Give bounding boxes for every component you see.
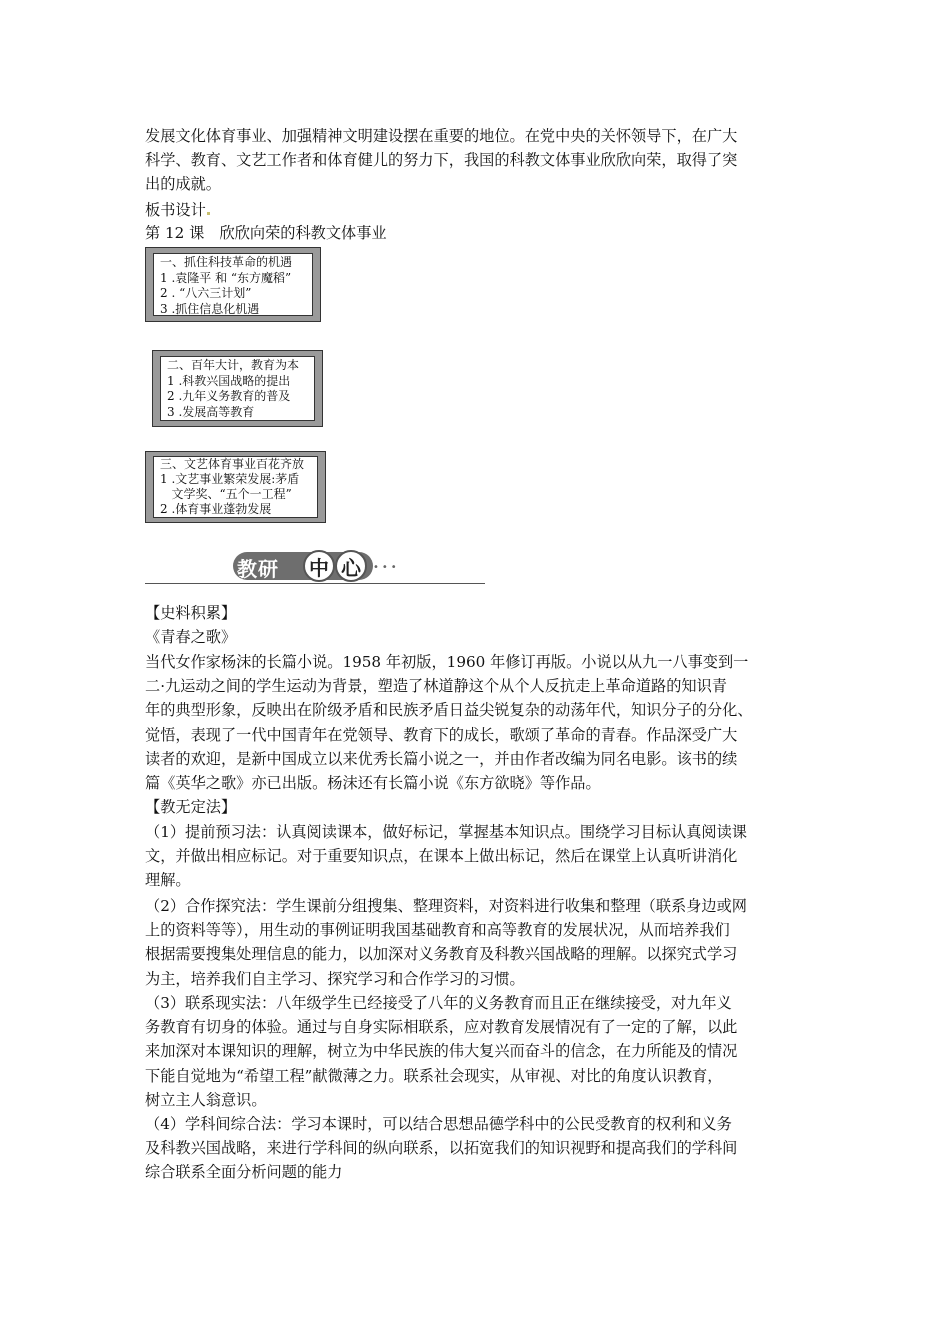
banner-text-xin: 心: [341, 556, 361, 580]
box-line: 文学奖、“五个一工程”: [160, 487, 292, 501]
method-line: 务教育有切身的体验。通过与自身实际相联系，应对教育发展情况有了一定的了解，以此: [145, 1018, 738, 1037]
method-line: 上的资料等等），用生动的事例证明我国基础教育和高等教育的发展状况，从而培养我们: [145, 921, 730, 940]
method-line: 树立主人翁意识。: [145, 1090, 267, 1109]
intro-line: 科学、教育、文艺工作者和体育健儿的努力下，我国的科教文体事业欣欣向荣，取得了突: [145, 151, 738, 170]
box-line: 2 . “八六三计划”: [160, 286, 252, 300]
method-line: （1）提前预习法：认真阅读课本，做好标记，掌握基本知识点。围绕学习目标认真阅读课: [145, 823, 747, 841]
board-box-2: [152, 350, 323, 427]
banner-dots: •••: [373, 562, 400, 573]
board-box-3: [145, 451, 326, 523]
history-line: 当代女作家杨沫的长篇小说。1958 年初版，1960 年修订再版。小说以从九一八事变到一: [145, 653, 749, 671]
box-line: 一、抓住科技革命的机遇: [160, 255, 293, 269]
method-line: 下能自觉地为“希望工程”献微薄之力。联系社会现实，从审视、对比的角度认识教育，: [145, 1066, 723, 1085]
box-line: 2 .体育事业蓬勃发展: [160, 502, 272, 516]
intro-paragraph: [145, 124, 825, 197]
method-line: 文，并做出相应标记。对于重要知识点，在课本上做出标记，然后在课堂上认真听讲消化: [145, 847, 738, 866]
lesson-title: 第 12 课 欣欣向荣的科教文体事业: [145, 224, 387, 242]
method-line: （2）合作探究法：学生课前分组搜集、整理资料，对资料进行收集和整理（联系身边或网: [145, 897, 747, 915]
banner-text-zhong: 中: [309, 556, 329, 580]
method-line: 来加深对本课知识的理解，树立为中华民族的伟大复兴而奋斗的信念，在力所能及的情况: [145, 1042, 738, 1061]
history-line: 年的典型形象，反映出在阶级矛盾和民族矛盾日益尖锐复杂的动荡年代，知识分子的分化、: [145, 701, 753, 720]
box-line: 二、百年大计，教育为本: [167, 358, 300, 372]
box-line: 2 .九年义务教育的普及: [167, 389, 291, 403]
box-line: 3 .发展高等教育: [167, 404, 255, 419]
methods-heading: 【教无定法】: [145, 798, 237, 816]
book-title: 《青春之歌》: [145, 628, 237, 646]
intro-line: 出的成就。: [145, 175, 221, 194]
history-line: 读者的欢迎，是新中国成立以来优秀长篇小说之一，并由作者改编为同名电影。该书的续: [145, 749, 738, 768]
method-line: （4）学科间综合法：学习本课时，可以结合思想品德学科中的公民受教育的权利和义务: [145, 1115, 732, 1133]
banner-text-jiaoyan: 教研: [237, 557, 279, 581]
board-design-title: 板书设计: [145, 199, 210, 221]
history-heading: 【史料积累】: [145, 604, 237, 622]
method-line: 及科教兴国战略，来进行学科间的纵向联系，以拓宽我们的知识视野和提高我们的学科间: [145, 1139, 738, 1158]
method-line: 为主，培养我们自主学习、探究学习和合作学习的习惯。: [145, 969, 525, 988]
method-line: 理解。: [145, 871, 191, 890]
method-line: 根据需要搜集处理信息的能力，以加深对义务教育及科教兴国战略的理解。以探究式学习: [145, 945, 738, 964]
box-line: 1 .袁隆平 和 “东方魔稻”: [160, 270, 292, 285]
history-line: 觉悟，表现了一代中国青年在党领导、教育下的成长，歌颂了革命的青春。作品深受广大: [145, 725, 738, 744]
method-3: [145, 991, 825, 1112]
method-line: （3）联系现实法：八年级学生已经接受了八年的义务教育而且正在继续接受，对九年义: [145, 994, 732, 1012]
box-line: 1 .文艺事业繁荣发展:茅盾: [160, 472, 300, 486]
history-line: 篇《英华之歌》亦已出版。杨沫还有长篇小说《东方欲晓》等作品。: [145, 774, 601, 793]
box-line: 三、文艺体育事业百花齐放: [160, 457, 305, 471]
box-line: 3 .抓住信息化机遇: [160, 301, 260, 316]
box-line: 1 .科教兴国战略的提出: [167, 373, 291, 388]
method-2: [145, 894, 825, 991]
history-paragraph: [145, 650, 825, 795]
intro-line: 发展文化体育事业、加强精神文明建设摆在重要的地位。在党中央的关怀领导下，在广大: [145, 127, 738, 145]
jiaoyan-center-banner: [145, 548, 485, 584]
board-box-1: [145, 247, 321, 322]
method-1: [145, 820, 825, 893]
method-line: 综合联系全面分析问题的能力: [145, 1163, 343, 1182]
method-4: [145, 1112, 825, 1185]
divider: [145, 583, 485, 584]
history-line: 二·九运动之间的学生运动为背景，塑造了林道静这个从个人反抗走上革命道路的知识青: [145, 677, 727, 696]
